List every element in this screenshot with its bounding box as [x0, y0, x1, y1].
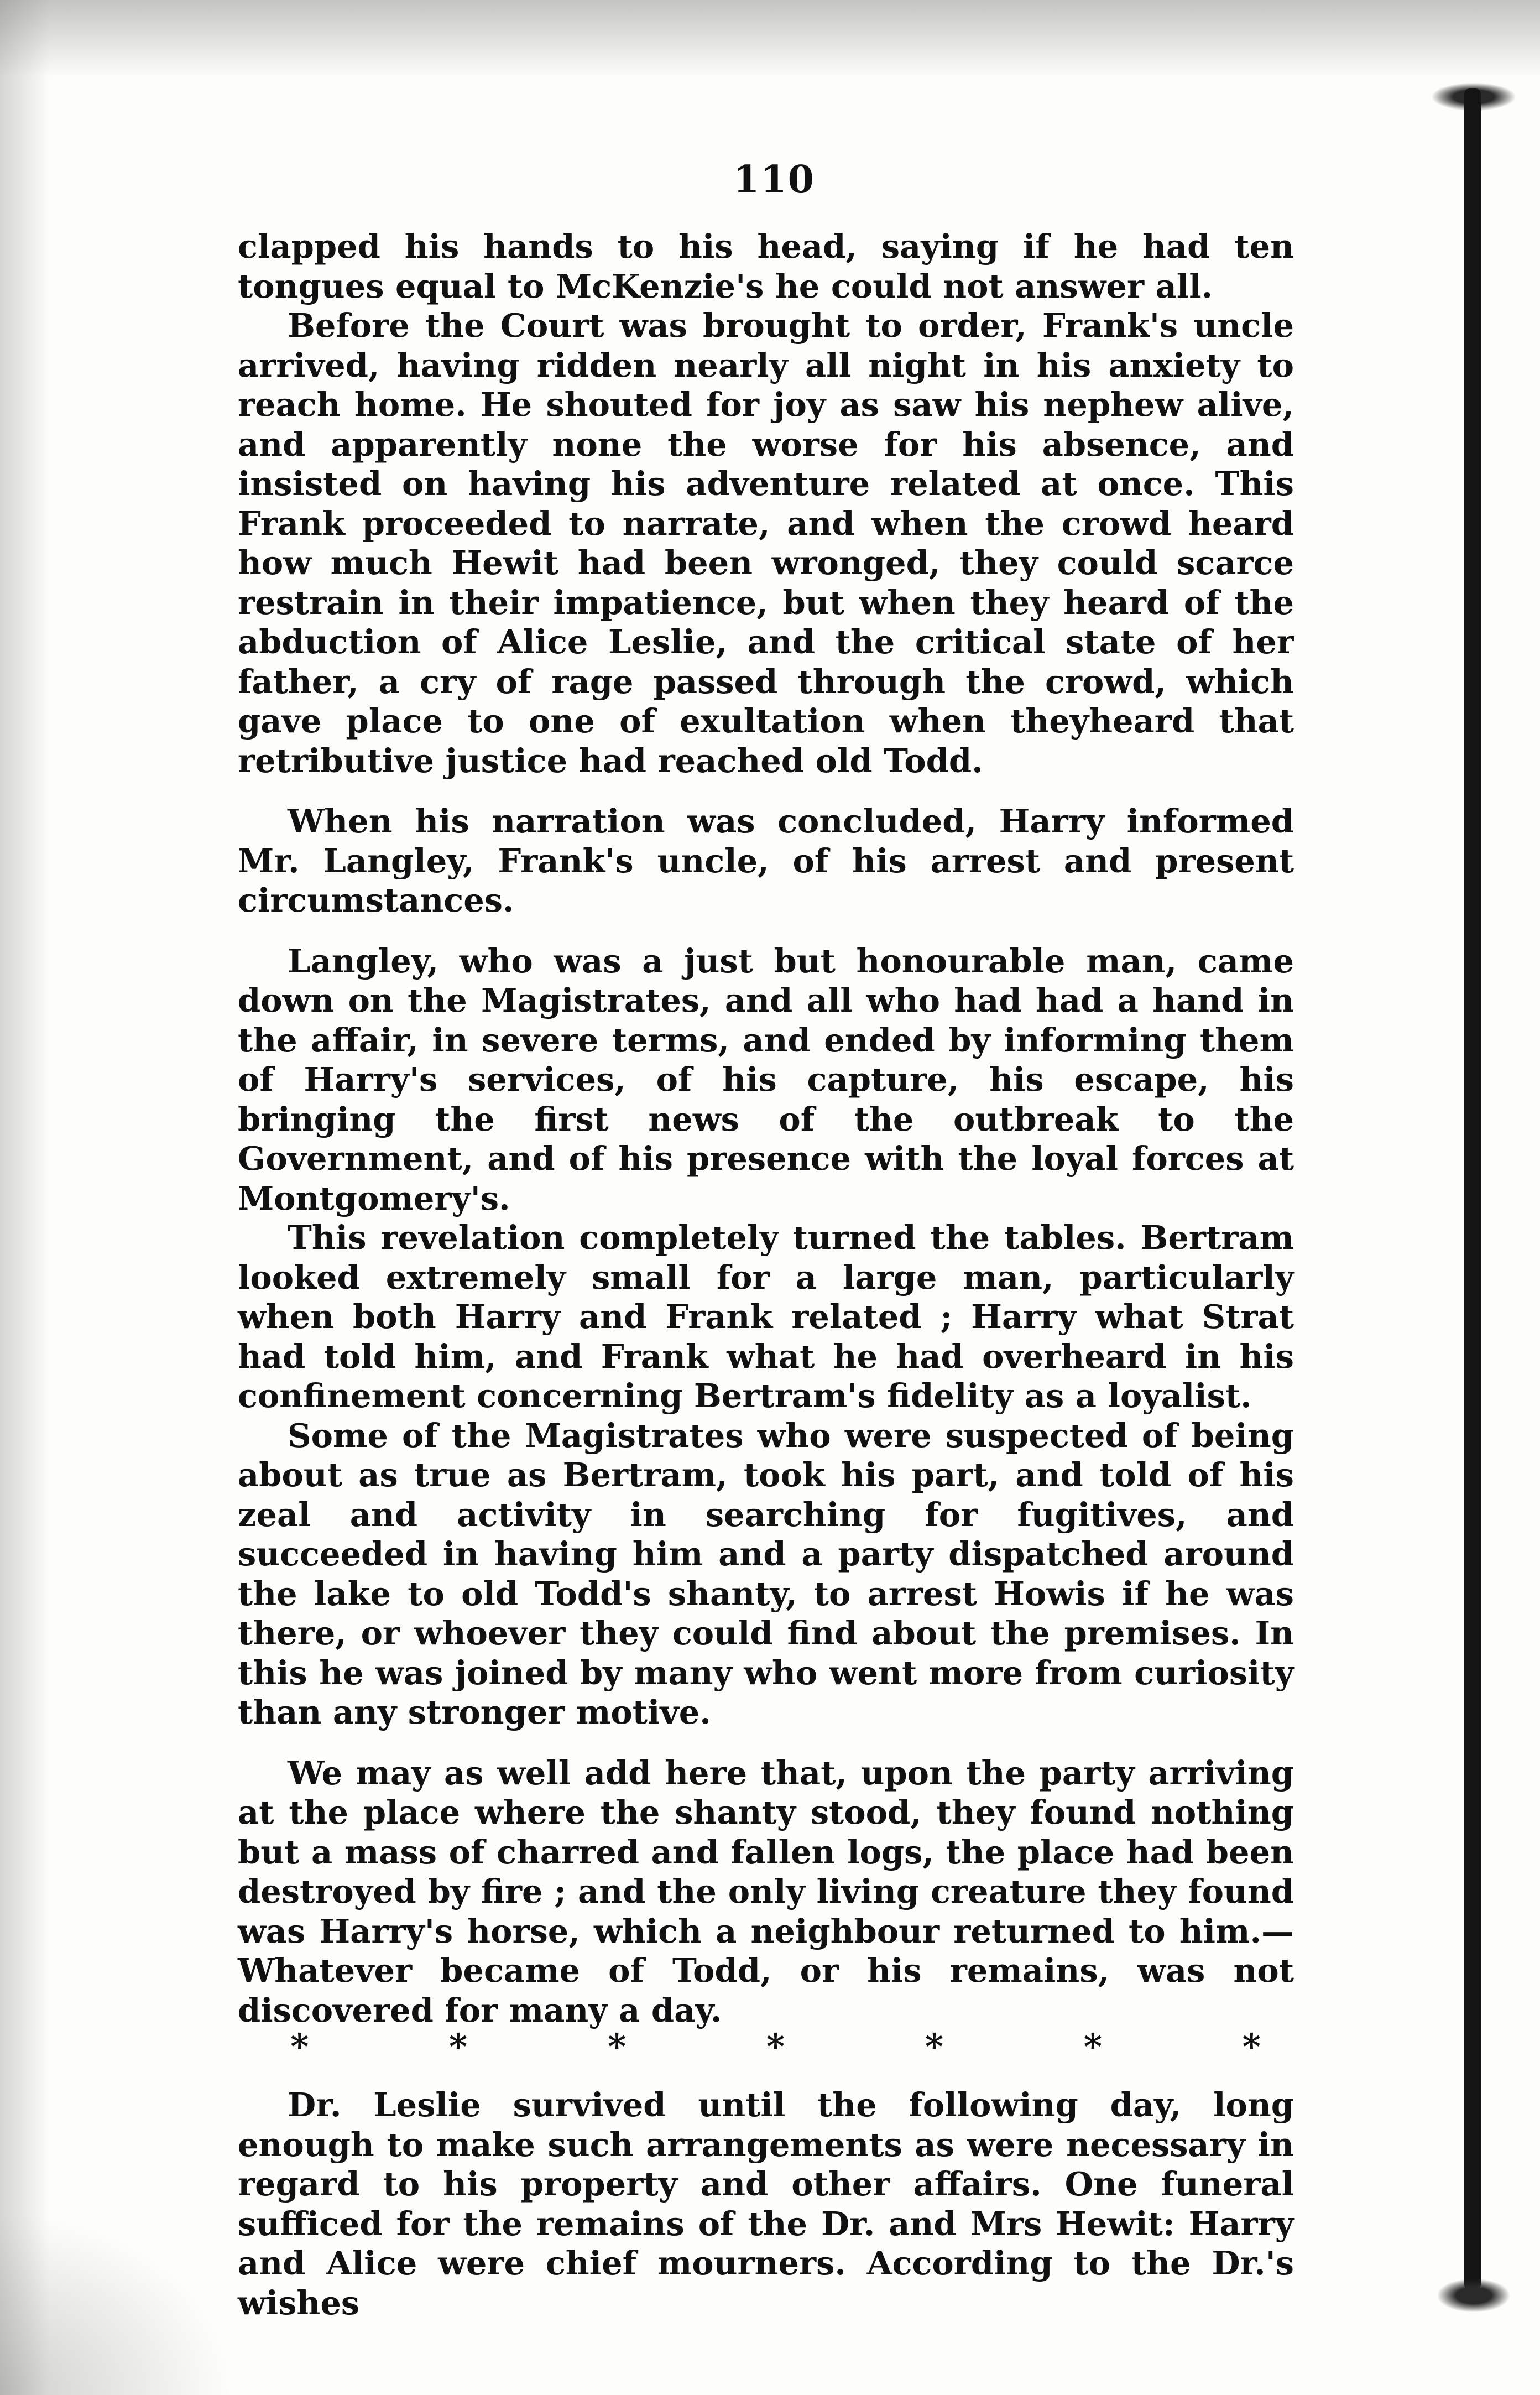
paragraph: This revelation completely turned the tables. Bertram looked extremely small for a large man, particularly when both Harry and Frank related ; Harry what Strat had told him, and Frank what he had overheard in his confinement concerning Bertram's fidelity as a loyalist.: [238, 1219, 1294, 1415]
separator-star: *: [290, 2026, 309, 2068]
page-number: 110: [733, 158, 815, 202]
paragraph: Before the Court was brought to order, Frank's uncle arrived, having ridden nearly all night in his anxiety to reach home. He shouted for joy as saw his nephew alive, and apparently none the worse for his absence, and insisted on having his adventure related at once. This Frank proceeded to narrate, and when the crowd heard how much Hewit had been wronged, they could scarce restrain in their impatience, but when they heard of the abduction of Alice Leslie, and the critical state of her father, a cry of rage passed through the crowd, which gave place to one of exultation when theyheard that retributive justice had reached old Todd.: [238, 306, 1294, 780]
binding-edge-bottom: [1438, 2279, 1510, 2312]
paragraph: Langley, who was a just but honourable man, came down on the Magistrates, and all who had had a hand in the affair, in severe terms, and ended by informing them of Harry's services, of his capture, his escape, his bringing the first news of the outbreak to the Government, and of his presence with the loyal forces at Montgomery's.: [238, 941, 1294, 1217]
binding-edge-line: [1464, 88, 1481, 2290]
paragraph: When his narration was concluded, Harry informed Mr. Langley, Frank's uncle, of his arrest and present circumstances.: [238, 802, 1294, 919]
separator-star: *: [1083, 2026, 1103, 2068]
separator-star: *: [1242, 2026, 1261, 2068]
body-text: [238, 227, 1294, 2323]
separator-star: *: [766, 2026, 785, 2068]
scan-shadow-top: [0, 0, 1540, 77]
paragraph: Some of the Magistrates who were suspected of being about as true as Bertram, took his part, and told of his zeal and activity in searching for fugitives, and succeeded in having him and a party dispatched around the lake to old Todd's shanty, to arrest Howis if he was there, or whoever they could find about the premises. In this he was joined by many who went more from curiosity than any stronger motive.: [238, 1416, 1294, 1731]
separator-star: *: [925, 2026, 944, 2068]
separator-star: *: [607, 2026, 627, 2068]
section-separator: [238, 2026, 1294, 2068]
separator-star: *: [448, 2026, 468, 2068]
scan-shadow-bottom-left: [0, 2212, 232, 2395]
paragraph: We may as well add here that, upon the party arriving at the place where the shanty stood, they found nothing but a mass of charred and fallen logs, the place had been destroyed by fire ; and the only living creature they found was Harry's horse, which a neighbour returned to him.— Whatever became of Todd, or his remains, was not discovered for many a day.: [238, 1753, 1294, 2029]
scan-shadow-left: [0, 0, 50, 2395]
paragraph: clapped his hands to his head, saying if he had ten tongues equal to McKenzie's he could not answer all.: [238, 227, 1294, 305]
paragraph: Dr. Leslie survived until the following day, long enough to make such arrangements as were necessary in regard to his property and other affairs. One funeral sufficed for the remains of the Dr. and Mrs Hewit: Harry and Alice were chief mourners. According to the Dr.'s wishes: [238, 2086, 1294, 2322]
